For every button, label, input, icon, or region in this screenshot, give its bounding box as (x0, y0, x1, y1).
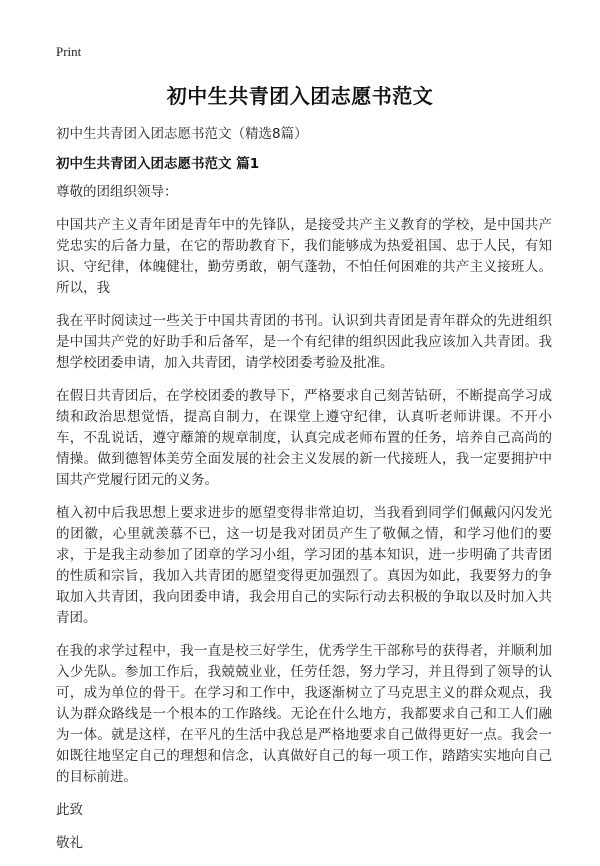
document-title: 初中生共青团入团志愿书范文 (166, 84, 434, 108)
paragraph-4: 植入初中后我思想上要求进步的愿望变得非常迫切，当我看到同学们佩戴闪闪发光的团徽，心里就羡慕不已，这一切是我对团员产生了敬佩之情，和学习他们的要求，于是我主动参加了团章的学习小组，学习团的基本知识，进一步明确了共青团的性质和宗旨，我加入共青团的愿望变得更加强烈了。真因为如此，我要努力的争取加入共青团，我向团委申请，我会用自己的实际行动去积极的争取以及时加入共青团。 (56, 505, 552, 626)
document-subtitle: 初中生共青团入团志愿书范文（精选8篇） (56, 126, 308, 142)
paragraph-3: 在假日共青团后，在学校团委的教导下，严格要求自己刻苦钻研，不断提高学习成绩和政治思想觉悟，提高自制力，在课堂上遵守纪律，认真听老师讲课。不开小车，不乱说话，遵守蘼箫的规章制度，认真完成老师布置的任务，培养自己高尚的情操。做到德智体美劳全面发展的社会主义发展的新一代接班人，我一定要拥护中国共产党履行团元的义务。 (56, 388, 552, 488)
closing-salutation: 此致 (56, 802, 83, 818)
print-label: Print (56, 44, 82, 59)
paragraph-2: 我在平时阅读过一些关于中国共青团的书刊。认识到共青团是青年群众的先进组织是中国共产党的好助手和后备军，是一个有纪律的组织因此我应该加入共青团。我想学校团委申请，加入共青团，请学校团委考验及批准。 (56, 313, 552, 371)
greeting: 尊敬的团组织领导： (56, 184, 178, 200)
paragraph-5: 在我的求学过程中，我一直是校三好学生，优秀学生干部称号的获得者，并顺利加入少先队。参加工作后，我兢兢业业，任劳任怨，努力学习，并且得到了领导的认可，成为单位的骨干。在学习和工作中，我逐渐树立了马克思主义的群众观点，我认为群众路线是一个根本的工作路线。无论在什么地方，我都要求自己和工人们融为一体。就是这样，在平凡的生活中我总是严格地要求自己做得更好一点。我会一如既往地坚定自己的理想和信念，认真做好自己的每一项工作，踏踏实实地向自己的目标前进。 (56, 643, 552, 785)
paragraph-1: 中国共产主义青年团是青年中的先锋队，是接受共产主义教育的学校，是中国共产党忠实的后备力量，在它的帮助教育下，我们能够成为热爱祖国、忠于人民，有知识、守纪律，体魄健壮，勤劳勇敢，朝气蓬勃，不怕任何困难的共产主义接班人。所以，我 (56, 217, 552, 296)
closing-regards: 敬礼 (56, 835, 83, 851)
section-heading: 初中生共青团入团志愿书范文 篇1 (56, 156, 260, 172)
document-body (56, 182, 552, 866)
